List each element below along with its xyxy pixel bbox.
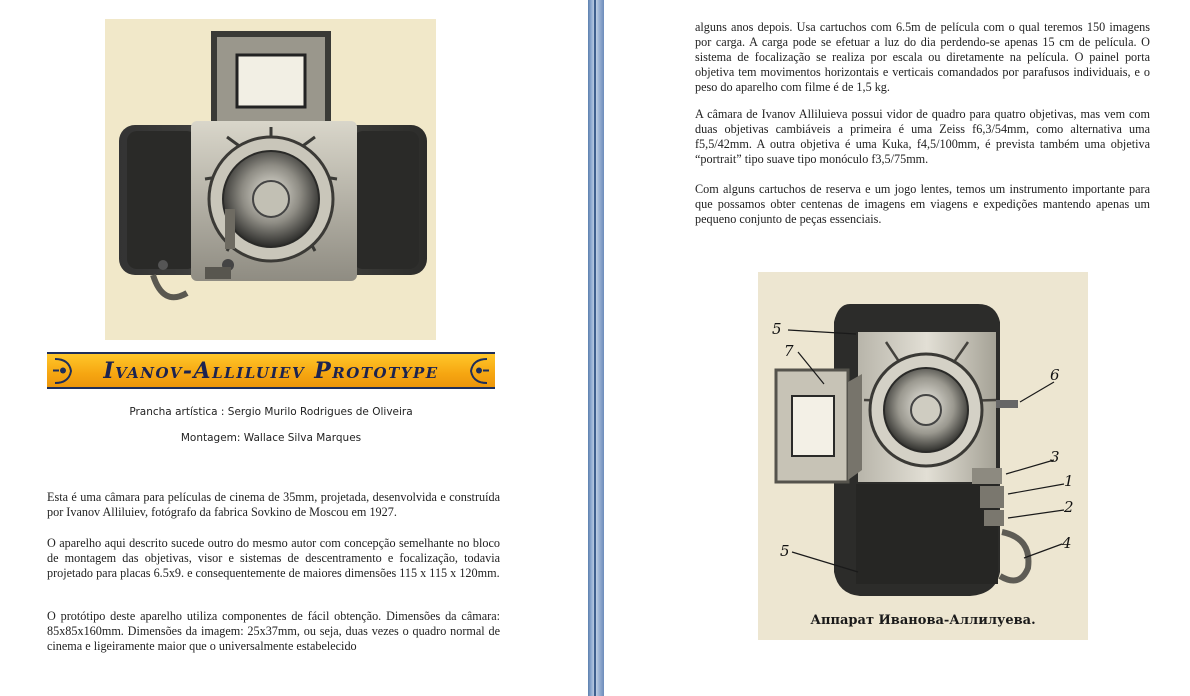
camera-side-illustration [758,272,1088,640]
paragraph: alguns anos depois. Usa cartuchos com 6.5m de película com o qual teremos 150 imagens por carga. A carga pode se efetuar a luz do dia perdendo-se apenas 15 cm de película. O sistema de focalização se realiza por escala ou diretamente na película. O painel porta objetiva tem movimentos horizontais e verticais comandados por parafusos individuais, e o peso do aparelho com filme é de 1,5 kg. [695,20,1150,94]
figure-label: 1 [1064,472,1074,490]
camera-photo-labeled [758,272,1088,640]
credit-art: Prancha artística : Sergio Murilo Rodrigues de Oliveira [129,406,413,418]
gutter-divider [594,0,596,696]
figure-label: 4 [1062,534,1072,552]
title-banner [47,352,495,389]
figure-label: 2 [1064,498,1074,516]
paragraph: O aparelho aqui descrito sucede outro do mesmo autor com concepção semelhante no bloco de montagem das objetivas, visor e sistemas de descentramento e focalização, todavia projetado para placas 6.5x9. e consequentemente de maiores dimensões 115 x 115 x 120mm. [47,536,500,580]
ornament-right-icon [467,355,491,386]
paragraph: Com alguns cartuchos de reserva e um jogo lentes, temos um instrumento importante para que possamos obter centenas de imagens em viagens e expedições mantendo apenas um pequeno conjunto de peças essenciais. [695,182,1150,226]
camera-photo-front [105,19,436,340]
camera-front-illustration [105,19,436,340]
paragraph: Esta é uma câmara para películas de cinema de 35mm, projetada, desenvolvida e construída por Ivanov Alliluiev, fotógrafo da fabrica Sovkino de Moscou em 1927. [47,490,500,519]
paragraph: O protótipo deste aparelho utiliza componentes de fácil obtenção. Dimensões da câmara: 85x85x160mm. Dimensões da imagem: 25x37mm, ou seja, duas vezes o quadro normal de cinema e ligeiramente maior que o universalmente estabelecido [47,609,500,653]
figure-caption: Аппарат Иванова-Аллилуева. [810,613,1036,628]
figure-label: 5 [780,542,790,560]
credit-montage: Montagem: Wallace Silva Marques [180,432,362,444]
figure-label: 5 [772,320,782,338]
paragraph: A câmara de Ivanov Alliluieva possui vidor de quadro para quatro objetivas, mas vem com duas objetivas cambiáveis a primeira é uma Zeiss f6,3/54mm, como alternativa uma f5,5/42mm. A outra objetiva é uma Kuka, f4,5/100mm, é prevista também uma objetiva “portrait” tipo suave tipo monóculo f3,5/75mm. [695,107,1150,166]
page-gutter [588,0,604,696]
figure-label: 6 [1050,366,1060,384]
figure-label: 3 [1050,448,1060,466]
document-title: Ivanov-Alliluiev Prototype [103,358,439,384]
figure-label: 7 [784,342,794,360]
